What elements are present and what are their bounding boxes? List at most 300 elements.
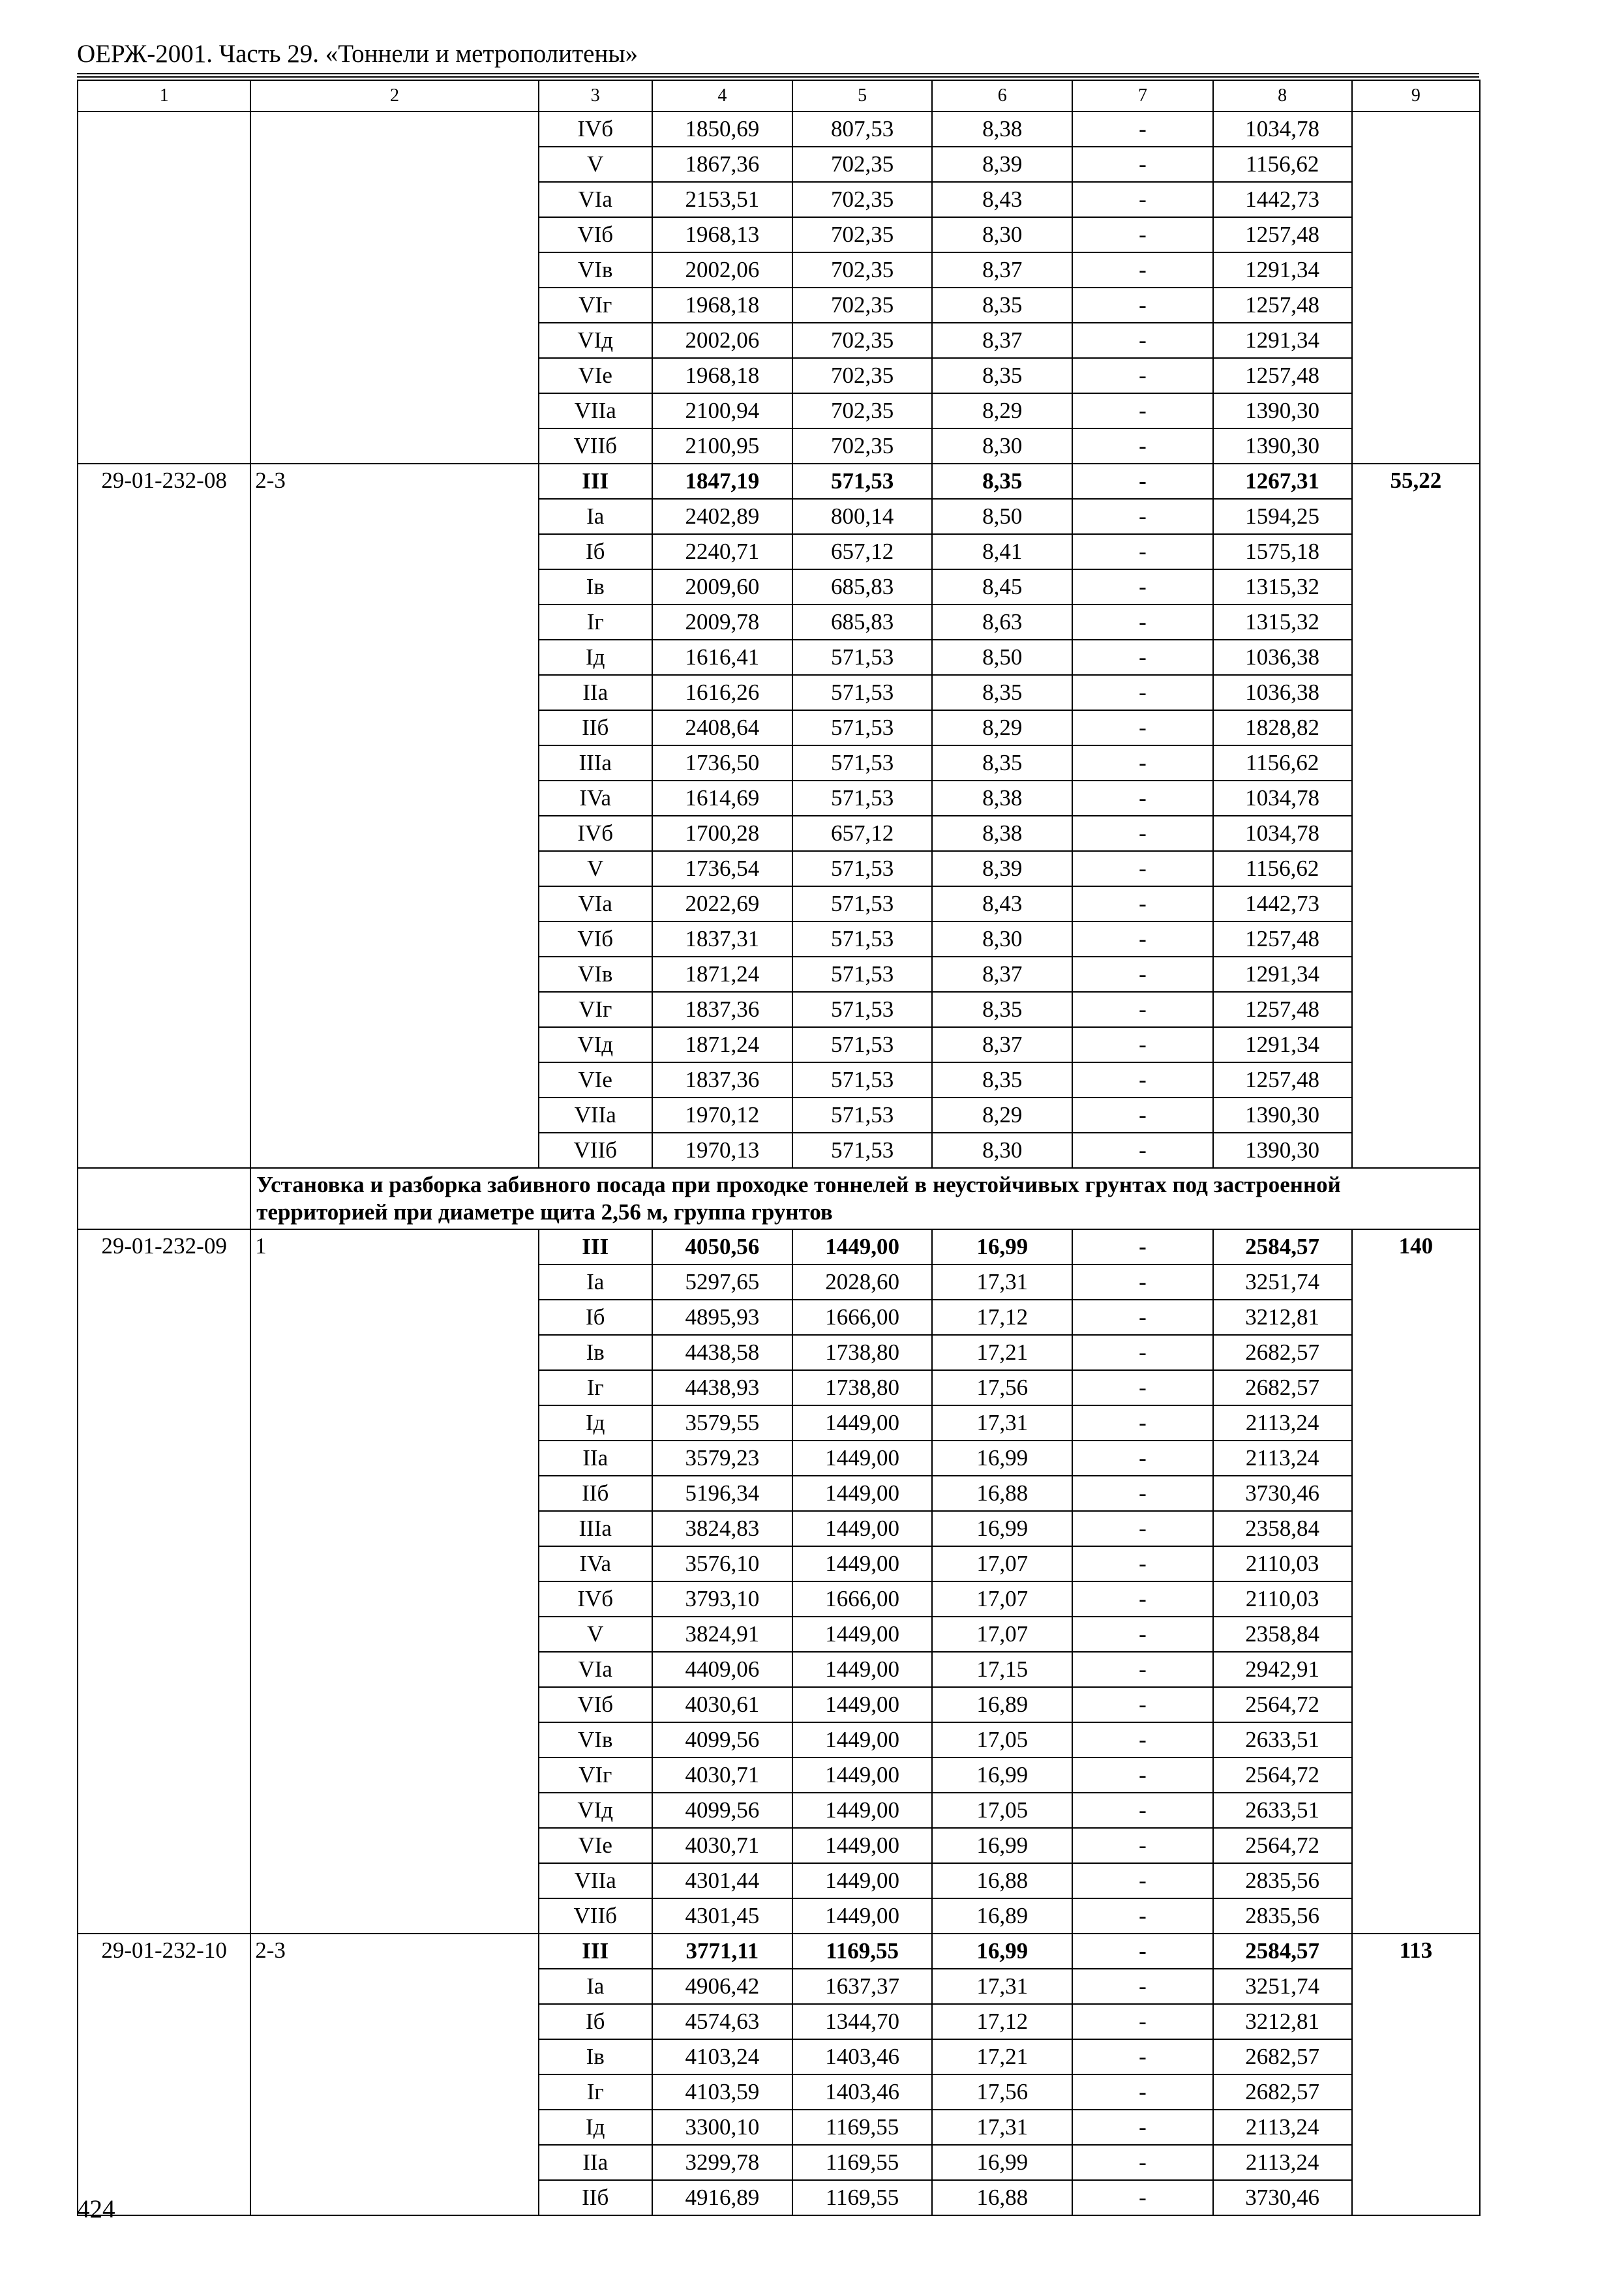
region-code: IIб <box>539 1476 652 1511</box>
materials-cost: 1594,25 <box>1213 499 1352 534</box>
driver-wages: - <box>1072 1476 1212 1511</box>
machine-operation: 16,99 <box>932 1828 1072 1863</box>
driver-wages: - <box>1072 1722 1212 1758</box>
machine-operation: 17,21 <box>932 1335 1072 1370</box>
direct-costs: 4030,71 <box>652 1828 792 1863</box>
region-code: IIIa <box>539 745 652 781</box>
driver-wages: - <box>1072 252 1212 288</box>
driver-wages: - <box>1072 534 1212 569</box>
labor-wages: 702,35 <box>792 358 932 393</box>
direct-costs: 4301,44 <box>652 1863 792 1898</box>
materials-cost: 3212,81 <box>1213 1300 1352 1335</box>
driver-wages: - <box>1072 112 1212 147</box>
materials-cost: 3212,81 <box>1213 2004 1352 2039</box>
labor-wages: 702,35 <box>792 288 932 323</box>
materials-cost: 3730,46 <box>1213 2180 1352 2215</box>
driver-wages: - <box>1072 428 1212 464</box>
materials-cost: 1257,48 <box>1213 992 1352 1027</box>
region-code: V <box>539 851 652 886</box>
machine-operation: 8,37 <box>932 957 1072 992</box>
driver-wages: - <box>1072 464 1212 499</box>
direct-costs: 1867,36 <box>652 147 792 182</box>
labor-hours: 113 <box>1352 1934 1480 2215</box>
labor-wages: 702,35 <box>792 252 932 288</box>
region-code: VIa <box>539 1652 652 1687</box>
materials-cost: 2835,56 <box>1213 1863 1352 1898</box>
direct-costs: 4050,56 <box>652 1229 792 1264</box>
machine-operation: 8,29 <box>932 1098 1072 1133</box>
direct-costs: 1968,18 <box>652 288 792 323</box>
labor-hours: 55,22 <box>1352 464 1480 1168</box>
materials-cost: 2633,51 <box>1213 1722 1352 1758</box>
page-header-title: ОЕРЖ-2001. Часть 29. «Тоннели и метрополитены» <box>77 40 639 68</box>
table-row <box>78 464 1480 499</box>
machine-operation: 8,50 <box>932 499 1072 534</box>
machine-operation: 8,35 <box>932 358 1072 393</box>
labor-wages: 1449,00 <box>792 1793 932 1828</box>
region-code: IVб <box>539 112 652 147</box>
machine-operation: 8,45 <box>932 569 1072 605</box>
materials-cost: 2110,03 <box>1213 1546 1352 1581</box>
column-number: 2 <box>250 80 538 112</box>
materials-cost: 1034,78 <box>1213 816 1352 851</box>
region-code: VIIa <box>539 393 652 428</box>
materials-cost: 2682,57 <box>1213 2039 1352 2074</box>
materials-cost: 1390,30 <box>1213 1098 1352 1133</box>
materials-cost: 2633,51 <box>1213 1793 1352 1828</box>
direct-costs: 4574,63 <box>652 2004 792 2039</box>
region-code: IVa <box>539 781 652 816</box>
soil-group: 2-3 <box>250 1934 538 2215</box>
direct-costs: 2002,06 <box>652 323 792 358</box>
region-code: VIe <box>539 358 652 393</box>
machine-operation: 17,56 <box>932 2074 1072 2110</box>
driver-wages: - <box>1072 1828 1212 1863</box>
labor-wages: 702,35 <box>792 323 932 358</box>
materials-cost: 1257,48 <box>1213 1062 1352 1098</box>
region-code: VIв <box>539 1722 652 1758</box>
driver-wages: - <box>1072 1335 1212 1370</box>
machine-operation: 8,38 <box>932 781 1072 816</box>
driver-wages: - <box>1072 992 1212 1027</box>
materials-cost: 1442,73 <box>1213 886 1352 921</box>
driver-wages: - <box>1072 1264 1212 1300</box>
materials-cost: 1257,48 <box>1213 921 1352 957</box>
driver-wages: - <box>1072 1300 1212 1335</box>
labor-wages: 1449,00 <box>792 1687 932 1722</box>
soil-group: 2-3 <box>250 464 538 1168</box>
labor-wages: 1666,00 <box>792 1300 932 1335</box>
direct-costs: 5196,34 <box>652 1476 792 1511</box>
materials-cost: 1156,62 <box>1213 851 1352 886</box>
labor-wages: 571,53 <box>792 1133 932 1168</box>
labor-wages: 702,35 <box>792 393 932 428</box>
labor-wages: 702,35 <box>792 182 932 217</box>
machine-operation: 17,21 <box>932 2039 1072 2074</box>
driver-wages: - <box>1072 1652 1212 1687</box>
labor-wages: 1344,70 <box>792 2004 932 2039</box>
region-code: VIIa <box>539 1863 652 1898</box>
materials-cost: 1034,78 <box>1213 781 1352 816</box>
region-code: VIIб <box>539 428 652 464</box>
machine-operation: 8,38 <box>932 816 1072 851</box>
materials-cost: 1036,38 <box>1213 675 1352 710</box>
labor-wages: 1449,00 <box>792 1546 932 1581</box>
direct-costs: 1614,69 <box>652 781 792 816</box>
direct-costs: 4895,93 <box>652 1300 792 1335</box>
materials-cost: 1442,73 <box>1213 182 1352 217</box>
direct-costs: 1850,69 <box>652 112 792 147</box>
direct-costs: 4301,45 <box>652 1898 792 1934</box>
machine-operation: 8,43 <box>932 182 1072 217</box>
labor-wages: 1169,55 <box>792 1934 932 1969</box>
labor-wages: 1403,46 <box>792 2039 932 2074</box>
rate-code <box>78 112 250 464</box>
machine-operation: 8,35 <box>932 288 1072 323</box>
labor-wages: 1449,00 <box>792 1476 932 1511</box>
driver-wages: - <box>1072 1546 1212 1581</box>
machine-operation: 8,39 <box>932 147 1072 182</box>
machine-operation: 8,43 <box>932 886 1072 921</box>
labor-wages: 1449,00 <box>792 1898 932 1934</box>
rate-code: 29-01-232-09 <box>78 1229 250 1934</box>
driver-wages: - <box>1072 323 1212 358</box>
machine-operation: 17,15 <box>932 1652 1072 1687</box>
direct-costs: 1616,41 <box>652 640 792 675</box>
driver-wages: - <box>1072 2180 1212 2215</box>
driver-wages: - <box>1072 2039 1212 2074</box>
region-code: Iб <box>539 2004 652 2039</box>
labor-wages: 685,83 <box>792 605 932 640</box>
labor-wages: 702,35 <box>792 428 932 464</box>
machine-operation: 17,31 <box>932 1405 1072 1441</box>
region-code: Iв <box>539 2039 652 2074</box>
labor-wages: 1449,00 <box>792 1828 932 1863</box>
driver-wages: - <box>1072 499 1212 534</box>
labor-wages: 571,53 <box>792 710 932 745</box>
direct-costs: 1871,24 <box>652 1027 792 1062</box>
materials-cost: 2682,57 <box>1213 2074 1352 2110</box>
materials-cost: 1390,30 <box>1213 393 1352 428</box>
driver-wages: - <box>1072 1370 1212 1405</box>
region-code: Iг <box>539 2074 652 2110</box>
machine-operation: 16,99 <box>932 2145 1072 2180</box>
driver-wages: - <box>1072 957 1212 992</box>
region-code: VIд <box>539 1793 652 1828</box>
materials-cost: 1575,18 <box>1213 534 1352 569</box>
direct-costs: 1616,26 <box>652 675 792 710</box>
direct-costs: 1837,36 <box>652 1062 792 1098</box>
materials-cost: 1291,34 <box>1213 957 1352 992</box>
driver-wages: - <box>1072 921 1212 957</box>
direct-costs: 2022,69 <box>652 886 792 921</box>
driver-wages: - <box>1072 710 1212 745</box>
region-code: IIa <box>539 2145 652 2180</box>
driver-wages: - <box>1072 1133 1212 1168</box>
driver-wages: - <box>1072 2074 1212 2110</box>
labor-hours <box>1352 112 1480 464</box>
materials-cost: 1257,48 <box>1213 217 1352 252</box>
driver-wages: - <box>1072 147 1212 182</box>
machine-operation: 17,31 <box>932 2110 1072 2145</box>
direct-costs: 2240,71 <box>652 534 792 569</box>
driver-wages: - <box>1072 288 1212 323</box>
labor-wages: 657,12 <box>792 816 932 851</box>
region-code: VIa <box>539 182 652 217</box>
column-number: 1 <box>78 80 250 112</box>
driver-wages: - <box>1072 640 1212 675</box>
labor-wages: 702,35 <box>792 147 932 182</box>
direct-costs: 1968,13 <box>652 217 792 252</box>
region-code: IVб <box>539 816 652 851</box>
materials-cost: 1156,62 <box>1213 745 1352 781</box>
direct-costs: 3579,23 <box>652 1441 792 1476</box>
materials-cost: 2835,56 <box>1213 1898 1352 1934</box>
machine-operation: 8,30 <box>932 217 1072 252</box>
direct-costs: 2408,64 <box>652 710 792 745</box>
materials-cost: 2358,84 <box>1213 1617 1352 1652</box>
machine-operation: 17,56 <box>932 1370 1072 1405</box>
machine-operation: 16,99 <box>932 1511 1072 1546</box>
direct-costs: 1968,18 <box>652 358 792 393</box>
direct-costs: 2100,94 <box>652 393 792 428</box>
direct-costs: 4030,61 <box>652 1687 792 1722</box>
materials-cost: 2113,24 <box>1213 2110 1352 2145</box>
driver-wages: - <box>1072 217 1212 252</box>
section-title-row <box>78 1168 1480 1229</box>
column-number: 7 <box>1072 80 1212 112</box>
driver-wages: - <box>1072 1441 1212 1476</box>
direct-costs: 4103,24 <box>652 2039 792 2074</box>
driver-wages: - <box>1072 1062 1212 1098</box>
machine-operation: 8,38 <box>932 112 1072 147</box>
machine-operation: 16,99 <box>932 1934 1072 1969</box>
driver-wages: - <box>1072 745 1212 781</box>
labor-wages: 571,53 <box>792 886 932 921</box>
labor-wages: 1169,55 <box>792 2145 932 2180</box>
machine-operation: 8,35 <box>932 675 1072 710</box>
materials-cost: 1156,62 <box>1213 147 1352 182</box>
section-blank-cell <box>78 1168 250 1229</box>
machine-operation: 16,88 <box>932 1476 1072 1511</box>
machine-operation: 16,88 <box>932 1863 1072 1898</box>
direct-costs: 3299,78 <box>652 2145 792 2180</box>
labor-wages: 1169,55 <box>792 2110 932 2145</box>
labor-wages: 571,53 <box>792 464 932 499</box>
column-number-row <box>78 80 1480 112</box>
machine-operation: 16,99 <box>932 1441 1072 1476</box>
materials-cost: 1291,34 <box>1213 323 1352 358</box>
region-code: VIг <box>539 288 652 323</box>
direct-costs: 2153,51 <box>652 182 792 217</box>
region-code: VIe <box>539 1828 652 1863</box>
driver-wages: - <box>1072 605 1212 640</box>
region-code: Ia <box>539 1264 652 1300</box>
materials-cost: 2682,57 <box>1213 1335 1352 1370</box>
region-code: VIIб <box>539 1898 652 1934</box>
direct-costs: 1837,31 <box>652 921 792 957</box>
region-code: VIa <box>539 886 652 921</box>
rate-code: 29-01-232-10 <box>78 1934 250 2215</box>
machine-operation: 16,99 <box>932 1229 1072 1264</box>
machine-operation: 8,37 <box>932 1027 1072 1062</box>
materials-cost: 2564,72 <box>1213 1758 1352 1793</box>
labor-wages: 571,53 <box>792 675 932 710</box>
machine-operation: 17,31 <box>932 1264 1072 1300</box>
materials-cost: 1315,32 <box>1213 569 1352 605</box>
direct-costs: 5297,65 <box>652 1264 792 1300</box>
labor-wages: 1738,80 <box>792 1335 932 1370</box>
labor-wages: 571,53 <box>792 1062 932 1098</box>
driver-wages: - <box>1072 1511 1212 1546</box>
direct-costs: 3793,10 <box>652 1581 792 1617</box>
driver-wages: - <box>1072 1898 1212 1934</box>
direct-costs: 3579,55 <box>652 1405 792 1441</box>
machine-operation: 17,07 <box>932 1617 1072 1652</box>
direct-costs: 2100,95 <box>652 428 792 464</box>
materials-cost: 1315,32 <box>1213 605 1352 640</box>
soil-group: 1 <box>250 1229 538 1934</box>
labor-wages: 1449,00 <box>792 1441 932 1476</box>
machine-operation: 8,37 <box>932 323 1072 358</box>
materials-cost: 2358,84 <box>1213 1511 1352 1546</box>
header-rule <box>77 73 1479 78</box>
region-code: VIг <box>539 1758 652 1793</box>
driver-wages: - <box>1072 1617 1212 1652</box>
materials-cost: 2110,03 <box>1213 1581 1352 1617</box>
machine-operation: 17,05 <box>932 1793 1072 1828</box>
direct-costs: 1871,24 <box>652 957 792 992</box>
materials-cost: 2113,24 <box>1213 1441 1352 1476</box>
region-code: Iд <box>539 2110 652 2145</box>
machine-operation: 16,88 <box>932 2180 1072 2215</box>
driver-wages: - <box>1072 851 1212 886</box>
labor-wages: 1449,00 <box>792 1405 932 1441</box>
direct-costs: 3771,11 <box>652 1934 792 1969</box>
direct-costs: 1837,36 <box>652 992 792 1027</box>
region-code: Iб <box>539 1300 652 1335</box>
machine-operation: 8,35 <box>932 1062 1072 1098</box>
labor-wages: 1449,00 <box>792 1722 932 1758</box>
region-code: VIe <box>539 1062 652 1098</box>
page-number: 424 <box>77 2195 115 2223</box>
direct-costs: 2402,89 <box>652 499 792 534</box>
region-code: Iв <box>539 1335 652 1370</box>
labor-wages: 1449,00 <box>792 1758 932 1793</box>
materials-cost: 2682,57 <box>1213 1370 1352 1405</box>
driver-wages: - <box>1072 886 1212 921</box>
driver-wages: - <box>1072 1405 1212 1441</box>
region-code: Iд <box>539 640 652 675</box>
labor-wages: 1449,00 <box>792 1617 932 1652</box>
materials-cost: 1036,38 <box>1213 640 1352 675</box>
direct-costs: 1970,13 <box>652 1133 792 1168</box>
machine-operation: 16,89 <box>932 1687 1072 1722</box>
machine-operation: 8,39 <box>932 851 1072 886</box>
direct-costs: 1700,28 <box>652 816 792 851</box>
region-code: IIIa <box>539 1511 652 1546</box>
section-title: Установка и разборка забивного посада при проходке тоннелей в неустойчивых грунтах под застроенной территорией при диаметре щита 2,56 м, группа грунтов <box>250 1168 1480 1229</box>
labor-wages: 571,53 <box>792 957 932 992</box>
driver-wages: - <box>1072 1027 1212 1062</box>
labor-wages: 657,12 <box>792 534 932 569</box>
materials-cost: 2942,91 <box>1213 1652 1352 1687</box>
direct-costs: 1970,12 <box>652 1098 792 1133</box>
driver-wages: - <box>1072 2145 1212 2180</box>
driver-wages: - <box>1072 393 1212 428</box>
labor-wages: 1738,80 <box>792 1370 932 1405</box>
machine-operation: 17,12 <box>932 1300 1072 1335</box>
direct-costs: 1847,19 <box>652 464 792 499</box>
materials-cost: 1828,82 <box>1213 710 1352 745</box>
labor-wages: 1403,46 <box>792 2074 932 2110</box>
region-code: IIa <box>539 675 652 710</box>
driver-wages: - <box>1072 1758 1212 1793</box>
machine-operation: 8,41 <box>932 534 1072 569</box>
driver-wages: - <box>1072 182 1212 217</box>
materials-cost: 1390,30 <box>1213 1133 1352 1168</box>
region-code: VIб <box>539 217 652 252</box>
materials-cost: 2584,57 <box>1213 1934 1352 1969</box>
direct-costs: 1736,54 <box>652 851 792 886</box>
labor-wages: 1449,00 <box>792 1652 932 1687</box>
labor-wages: 571,53 <box>792 921 932 957</box>
driver-wages: - <box>1072 675 1212 710</box>
materials-cost: 1291,34 <box>1213 1027 1352 1062</box>
direct-costs: 3576,10 <box>652 1546 792 1581</box>
region-code: III <box>539 1934 652 1969</box>
labor-wages: 571,53 <box>792 781 932 816</box>
column-number: 5 <box>792 80 932 112</box>
driver-wages: - <box>1072 1581 1212 1617</box>
machine-operation: 8,29 <box>932 393 1072 428</box>
driver-wages: - <box>1072 1863 1212 1898</box>
region-code: Ia <box>539 1969 652 2004</box>
machine-operation: 8,35 <box>932 464 1072 499</box>
machine-operation: 8,50 <box>932 640 1072 675</box>
labor-wages: 702,35 <box>792 217 932 252</box>
region-code: Iб <box>539 534 652 569</box>
materials-cost: 2564,72 <box>1213 1687 1352 1722</box>
labor-wages: 1449,00 <box>792 1511 932 1546</box>
labor-wages: 571,53 <box>792 745 932 781</box>
region-code: VIв <box>539 252 652 288</box>
materials-cost: 1257,48 <box>1213 358 1352 393</box>
machine-operation: 17,12 <box>932 2004 1072 2039</box>
labor-wages: 1169,55 <box>792 2180 932 2215</box>
direct-costs: 4906,42 <box>652 1969 792 2004</box>
labor-wages: 685,83 <box>792 569 932 605</box>
machine-operation: 16,99 <box>932 1758 1072 1793</box>
machine-operation: 8,37 <box>932 252 1072 288</box>
region-code: III <box>539 1229 652 1264</box>
rate-code: 29-01-232-08 <box>78 464 250 1168</box>
labor-wages: 571,53 <box>792 640 932 675</box>
materials-cost: 2584,57 <box>1213 1229 1352 1264</box>
materials-cost: 1257,48 <box>1213 288 1352 323</box>
column-number: 9 <box>1352 80 1480 112</box>
region-code: V <box>539 1617 652 1652</box>
machine-operation: 8,30 <box>932 428 1072 464</box>
direct-costs: 4099,56 <box>652 1793 792 1828</box>
labor-wages: 2028,60 <box>792 1264 932 1300</box>
machine-operation: 17,31 <box>932 1969 1072 2004</box>
driver-wages: - <box>1072 2004 1212 2039</box>
machine-operation: 17,05 <box>932 1722 1072 1758</box>
machine-operation: 8,63 <box>932 605 1072 640</box>
region-code: Ia <box>539 499 652 534</box>
driver-wages: - <box>1072 1969 1212 2004</box>
